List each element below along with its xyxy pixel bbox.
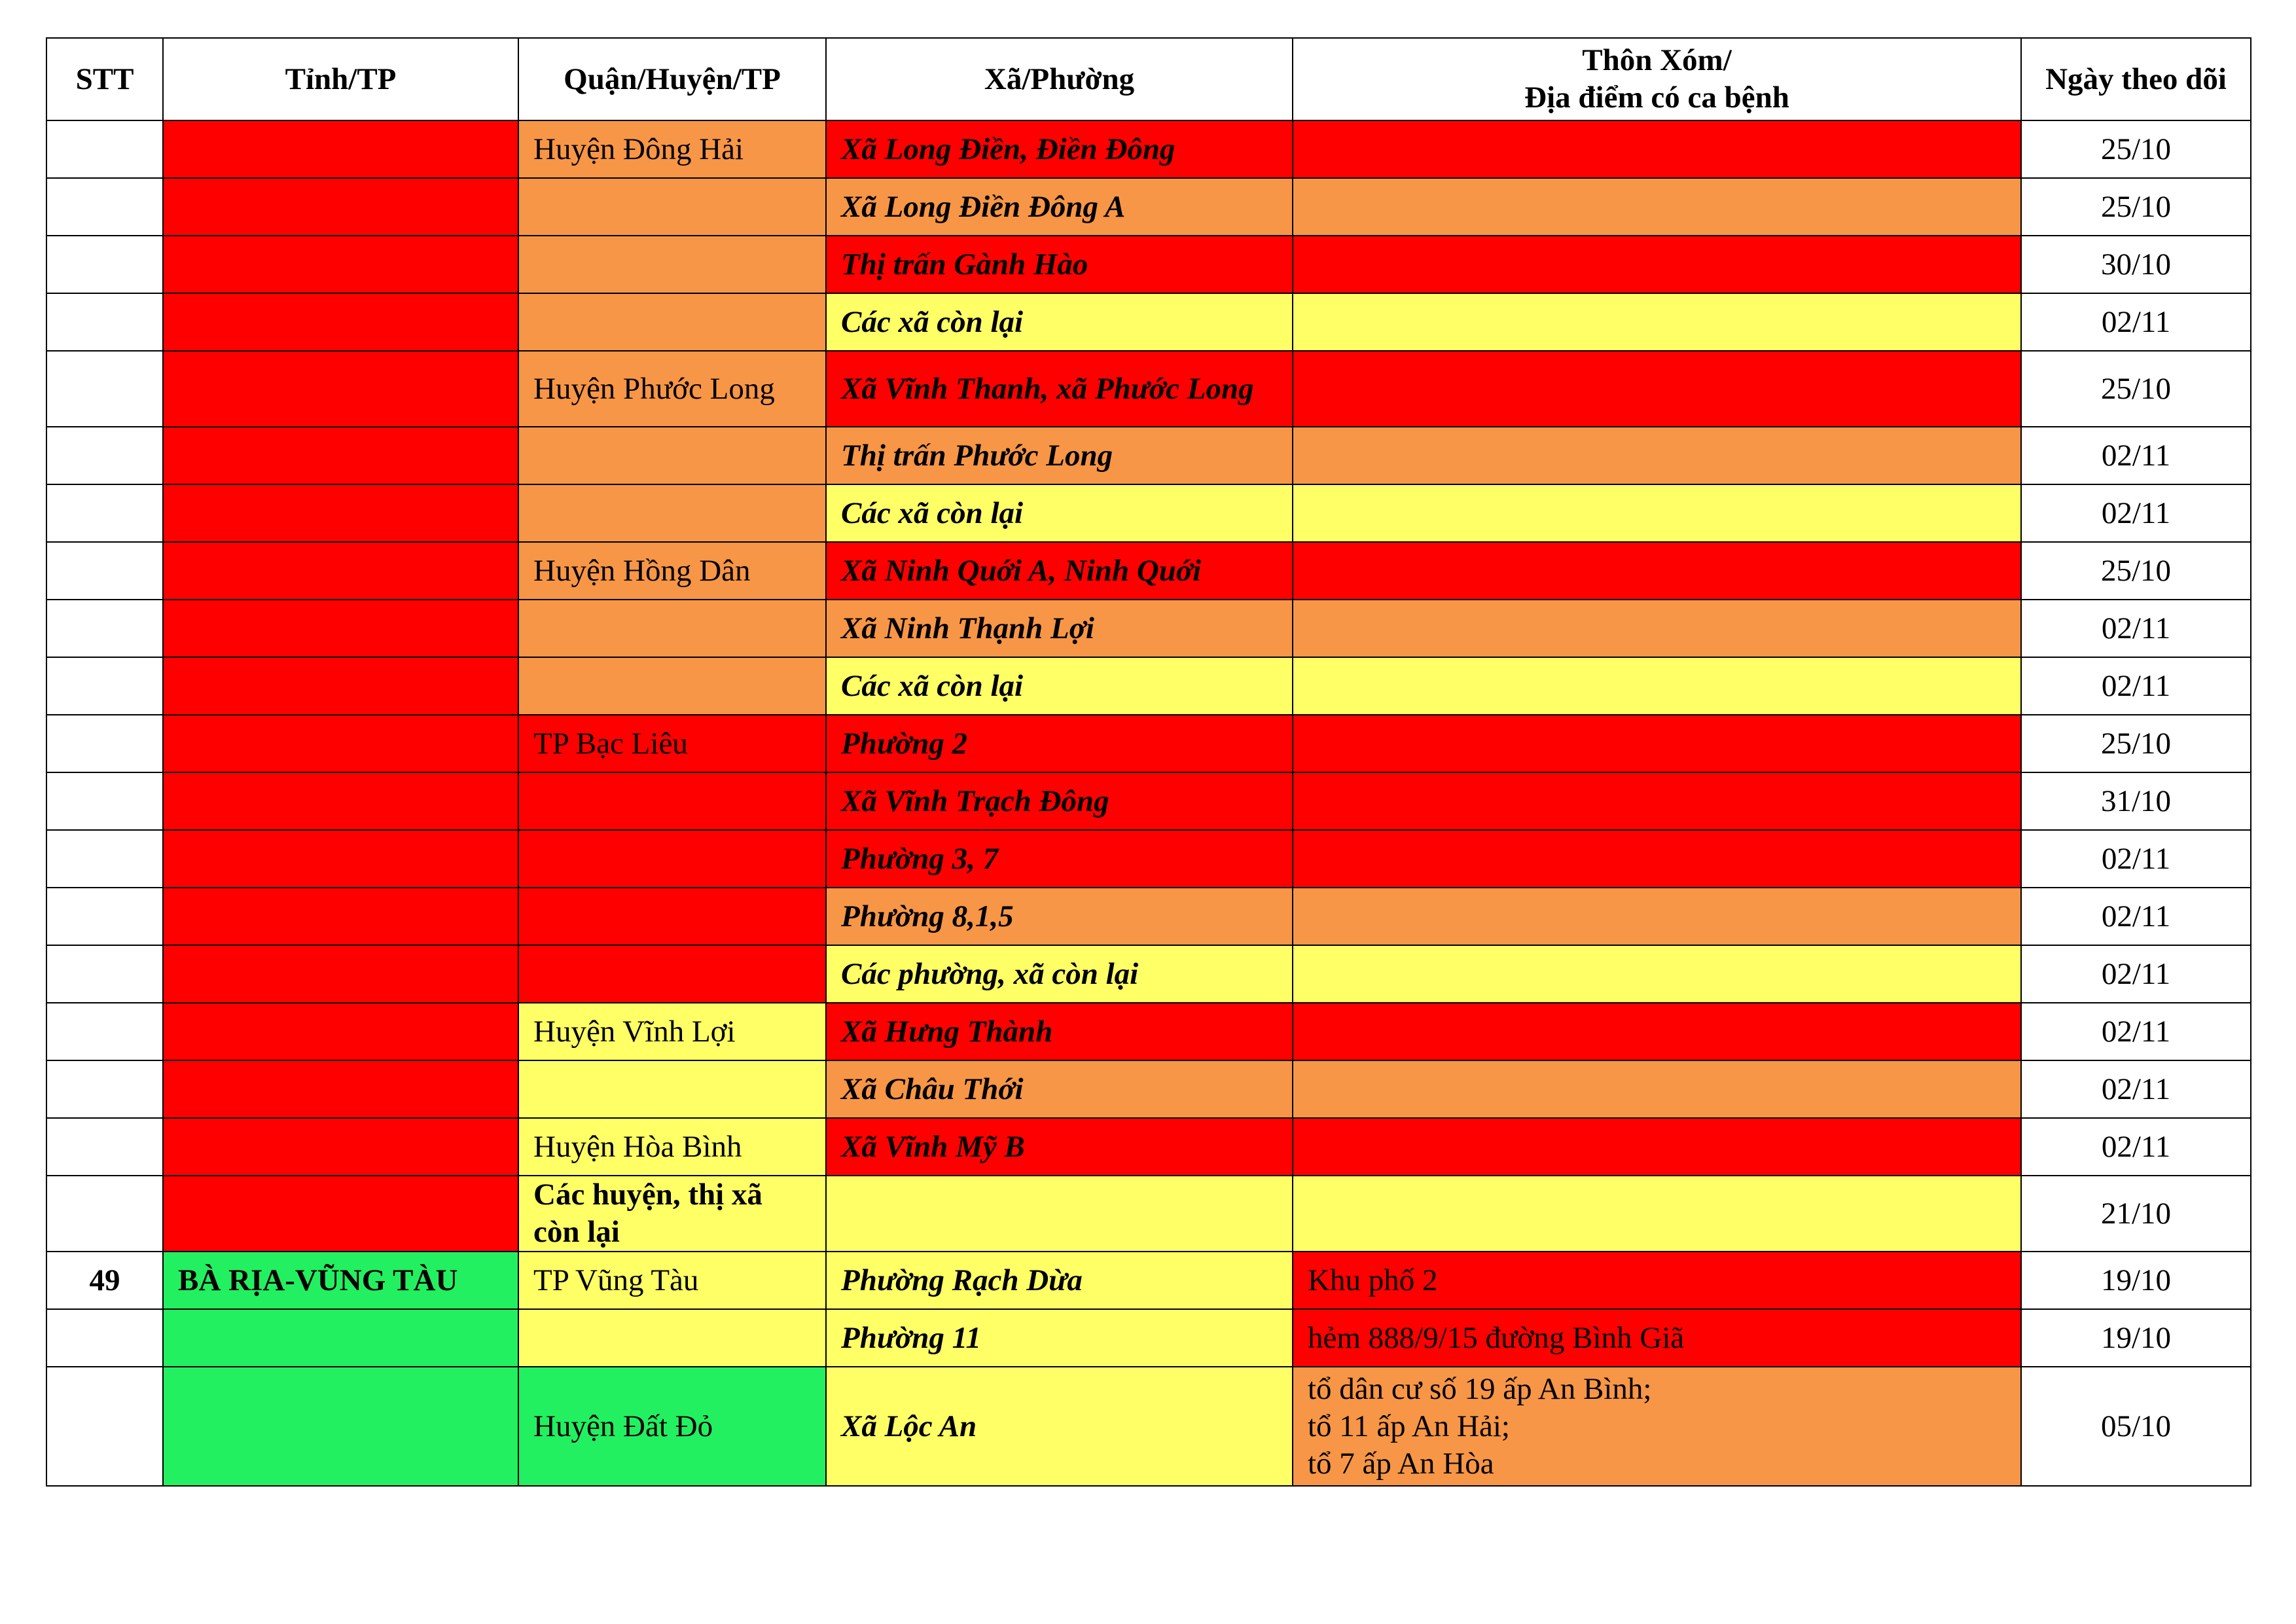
header-district: Quận/Huyện/TP — [518, 38, 826, 120]
table-row — [46, 351, 2251, 427]
cell-ward: Các xã còn lại — [826, 657, 1293, 715]
table-row — [46, 1309, 2251, 1367]
cell-stt — [46, 600, 163, 657]
cell-district: Các huyện, thị xã còn lại — [518, 1176, 826, 1252]
cell-stt: 49 — [46, 1252, 163, 1309]
cell-date: 19/10 — [2021, 1252, 2251, 1309]
cell-ward: Phường 11 — [826, 1309, 1293, 1367]
cell-district — [518, 600, 826, 657]
cell-province — [163, 945, 518, 1003]
cell-district — [518, 945, 826, 1003]
cell-stt — [46, 120, 163, 178]
cell-stt — [46, 772, 163, 830]
cell-stt — [46, 236, 163, 293]
cell-province — [163, 888, 518, 945]
cell-stt — [46, 715, 163, 772]
cell-province — [163, 600, 518, 657]
cell-location — [1293, 1060, 2021, 1118]
cell-stt — [46, 427, 163, 484]
cell-ward: Xã Vĩnh Thanh, xã Phước Long — [826, 351, 1293, 427]
table-row — [46, 1060, 2251, 1118]
cell-stt — [46, 178, 163, 236]
cell-district: Huyện Đông Hải — [518, 120, 826, 178]
cell-date: 02/11 — [2021, 1060, 2251, 1118]
header-stt: STT — [46, 38, 163, 120]
cell-date: 30/10 — [2021, 236, 2251, 293]
cell-location — [1293, 351, 2021, 427]
table-row — [46, 120, 2251, 178]
table-row — [46, 1252, 2251, 1309]
cell-province — [163, 178, 518, 236]
cell-stt — [46, 293, 163, 351]
cell-province — [163, 657, 518, 715]
cell-ward: Các xã còn lại — [826, 484, 1293, 542]
cell-district — [518, 427, 826, 484]
cell-province — [163, 1118, 518, 1176]
cell-ward: Xã Ninh Quới A, Ninh Quới — [826, 542, 1293, 600]
cell-date: 31/10 — [2021, 772, 2251, 830]
header-date: Ngày theo dõi — [2021, 38, 2251, 120]
table-row — [46, 945, 2251, 1003]
cell-location — [1293, 830, 2021, 888]
cell-ward: Xã Châu Thới — [826, 1060, 1293, 1118]
cell-location — [1293, 542, 2021, 600]
cell-location — [1293, 293, 2021, 351]
cell-province — [163, 236, 518, 293]
cell-ward: Xã Vĩnh Trạch Đông — [826, 772, 1293, 830]
cell-ward: Các phường, xã còn lại — [826, 945, 1293, 1003]
table-row — [46, 236, 2251, 293]
cell-province — [163, 1309, 518, 1367]
cell-stt — [46, 657, 163, 715]
cell-location — [1293, 772, 2021, 830]
cell-location — [1293, 178, 2021, 236]
cell-stt — [46, 888, 163, 945]
table-row — [46, 293, 2251, 351]
cell-date: 02/11 — [2021, 427, 2251, 484]
cell-date: 02/11 — [2021, 945, 2251, 1003]
cell-district — [518, 830, 826, 888]
cell-district — [518, 236, 826, 293]
table-row — [46, 888, 2251, 945]
table-row — [46, 1176, 2251, 1252]
cell-stt — [46, 1003, 163, 1060]
header-province: Tỉnh/TP — [163, 38, 518, 120]
cell-date: 02/11 — [2021, 657, 2251, 715]
cell-district: TP Bạc Liêu — [518, 715, 826, 772]
cell-stt — [46, 945, 163, 1003]
cell-ward: Thị trấn Phước Long — [826, 427, 1293, 484]
cell-location: Khu phố 2 — [1293, 1252, 2021, 1309]
cell-date: 02/11 — [2021, 484, 2251, 542]
cell-province — [163, 1060, 518, 1118]
header-ward: Xã/Phường — [826, 38, 1293, 120]
cell-date: 02/11 — [2021, 888, 2251, 945]
cell-date: 05/10 — [2021, 1367, 2251, 1486]
cell-date: 25/10 — [2021, 542, 2251, 600]
cell-stt — [46, 1060, 163, 1118]
cell-location — [1293, 1118, 2021, 1176]
cell-location — [1293, 600, 2021, 657]
cell-district: Huyện Phước Long — [518, 351, 826, 427]
cell-province — [163, 120, 518, 178]
cell-ward: Xã Long Điền Đông A — [826, 178, 1293, 236]
cell-province — [163, 351, 518, 427]
cell-date: 19/10 — [2021, 1309, 2251, 1367]
cell-ward: Thị trấn Gành Hào — [826, 236, 1293, 293]
cell-ward: Xã Lộc An — [826, 1367, 1293, 1486]
table-row — [46, 542, 2251, 600]
cell-ward — [826, 1176, 1293, 1252]
cell-location — [1293, 657, 2021, 715]
table-row — [46, 1367, 2251, 1486]
header-location-line2: Địa điểm có ca bệnh — [1524, 81, 1789, 115]
cell-ward: Xã Hưng Thành — [826, 1003, 1293, 1060]
cell-stt — [46, 1309, 163, 1367]
cell-location — [1293, 945, 2021, 1003]
table-row — [46, 484, 2251, 542]
cell-location — [1293, 484, 2021, 542]
cell-province — [163, 484, 518, 542]
cell-stt — [46, 542, 163, 600]
cell-stt — [46, 351, 163, 427]
cell-province — [163, 1367, 518, 1486]
header-location-line1: Thôn Xóm/ — [1582, 43, 1732, 77]
cell-location — [1293, 236, 2021, 293]
cell-ward: Phường 8,1,5 — [826, 888, 1293, 945]
cell-date: 25/10 — [2021, 120, 2251, 178]
table-row — [46, 427, 2251, 484]
table-row — [46, 1118, 2251, 1176]
table-row — [46, 1003, 2251, 1060]
cell-date: 25/10 — [2021, 715, 2251, 772]
cell-location: hẻm 888/9/15 đường Bình Giã — [1293, 1309, 2021, 1367]
cell-ward: Phường 3, 7 — [826, 830, 1293, 888]
cell-district: Huyện Vĩnh Lợi — [518, 1003, 826, 1060]
cell-province — [163, 772, 518, 830]
table-row — [46, 715, 2251, 772]
cell-district: Huyện Hồng Dân — [518, 542, 826, 600]
cell-province: BÀ RỊA-VŨNG TÀU — [163, 1252, 518, 1309]
cell-ward: Xã Ninh Thạnh Lợi — [826, 600, 1293, 657]
cell-district — [518, 1309, 826, 1367]
cell-stt — [46, 1367, 163, 1486]
cell-province — [163, 542, 518, 600]
cell-date: 02/11 — [2021, 600, 2251, 657]
cell-district: TP Vũng Tàu — [518, 1252, 826, 1309]
table-row — [46, 600, 2251, 657]
cell-district: Huyện Đất Đỏ — [518, 1367, 826, 1486]
cell-province — [163, 427, 518, 484]
cell-location — [1293, 888, 2021, 945]
cell-date: 25/10 — [2021, 351, 2251, 427]
header-location — [1293, 38, 2021, 120]
cell-location — [1293, 427, 2021, 484]
cell-date: 02/11 — [2021, 830, 2251, 888]
cell-district — [518, 772, 826, 830]
table-row — [46, 178, 2251, 236]
risk-zone-table — [46, 37, 2251, 1487]
cell-province — [163, 830, 518, 888]
cell-district — [518, 1060, 826, 1118]
cell-district — [518, 888, 826, 945]
cell-province — [163, 293, 518, 351]
table-header-row — [46, 38, 2251, 120]
cell-ward: Phường 2 — [826, 715, 1293, 772]
cell-date: 02/11 — [2021, 1118, 2251, 1176]
cell-district — [518, 484, 826, 542]
cell-province — [163, 715, 518, 772]
cell-location — [1293, 1176, 2021, 1252]
cell-location: tổ dân cư số 19 ấp An Bình; tổ 11 ấp An Hải; tổ 7 ấp An Hòa — [1293, 1367, 2021, 1486]
table-row — [46, 772, 2251, 830]
cell-district — [518, 178, 826, 236]
cell-date: 25/10 — [2021, 178, 2251, 236]
cell-date: 02/11 — [2021, 1003, 2251, 1060]
cell-location — [1293, 1003, 2021, 1060]
cell-ward: Các xã còn lại — [826, 293, 1293, 351]
cell-province — [163, 1003, 518, 1060]
cell-stt — [46, 1176, 163, 1252]
cell-stt — [46, 830, 163, 888]
cell-stt — [46, 484, 163, 542]
table-row — [46, 830, 2251, 888]
cell-ward: Xã Vĩnh Mỹ B — [826, 1118, 1293, 1176]
table-row — [46, 657, 2251, 715]
cell-district: Huyện Hòa Bình — [518, 1118, 826, 1176]
cell-district — [518, 657, 826, 715]
cell-province — [163, 1176, 518, 1252]
cell-district — [518, 293, 826, 351]
cell-date: 21/10 — [2021, 1176, 2251, 1252]
cell-location — [1293, 715, 2021, 772]
cell-stt — [46, 1118, 163, 1176]
cell-date: 02/11 — [2021, 293, 2251, 351]
cell-ward: Xã Long Điền, Điền Đông — [826, 120, 1293, 178]
cell-ward: Phường Rạch Dừa — [826, 1252, 1293, 1309]
cell-location — [1293, 120, 2021, 178]
